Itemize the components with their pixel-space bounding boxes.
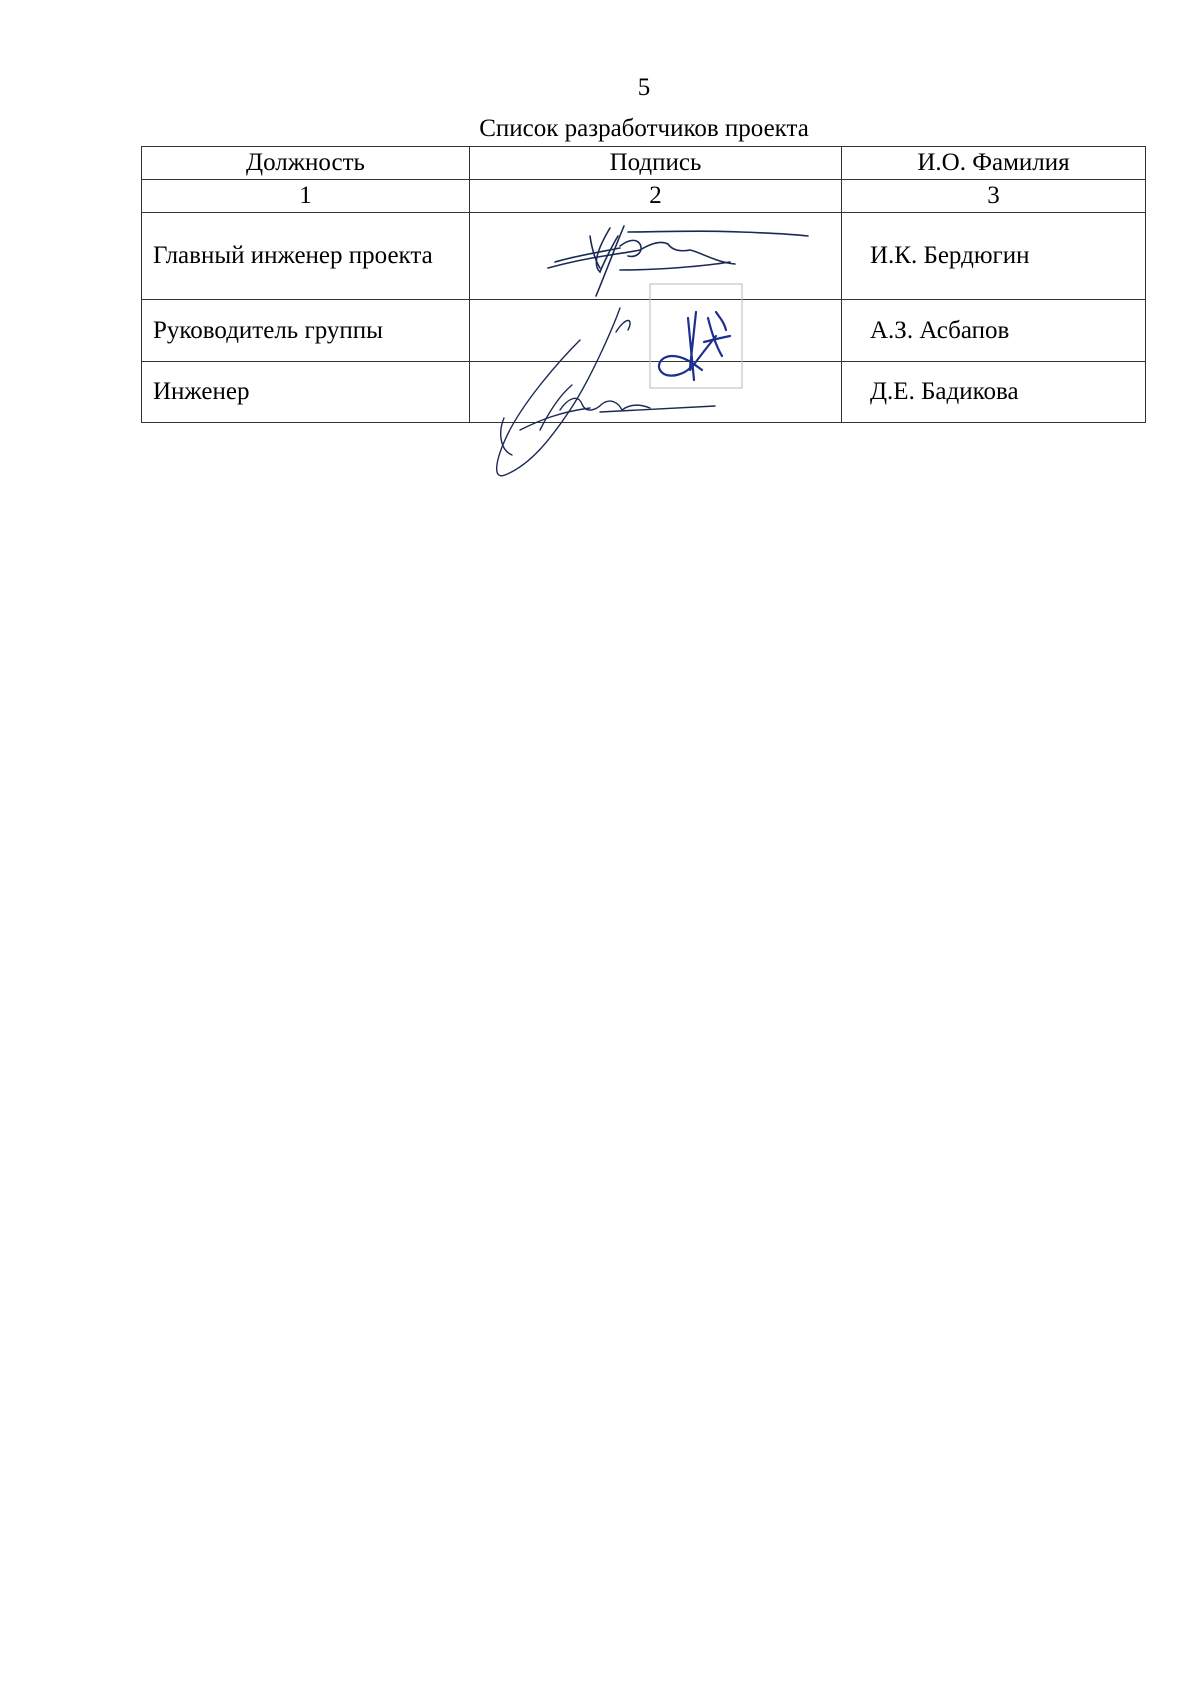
table-row: [142, 300, 1146, 362]
page-number: 5: [637, 74, 651, 101]
header-position: Должность: [142, 147, 470, 180]
table-row: [142, 213, 1146, 300]
signature-cell: [470, 362, 842, 423]
table-header-row: [142, 147, 1146, 180]
column-number: 3: [842, 180, 1146, 213]
document-title: Список разработчиков проекта: [479, 115, 809, 142]
name-cell: Д.Е. Бадикова: [842, 362, 1146, 423]
name-cell: А.З. Асбапов: [842, 300, 1146, 362]
name-cell: И.К. Бердюгин: [842, 213, 1146, 300]
signature-cell: [470, 300, 842, 362]
column-number-row: [142, 180, 1146, 213]
signature-cell: [470, 213, 842, 300]
position-cell: Руководитель группы: [142, 300, 470, 362]
position-cell: Главный инженер проекта: [142, 213, 470, 300]
column-number: 1: [142, 180, 470, 213]
position-cell: Инженер: [142, 362, 470, 423]
developers-table: [141, 146, 1146, 423]
column-number: 2: [470, 180, 842, 213]
header-name: И.О. Фамилия: [842, 147, 1146, 180]
table-row: [142, 362, 1146, 423]
header-signature: Подпись: [470, 147, 842, 180]
